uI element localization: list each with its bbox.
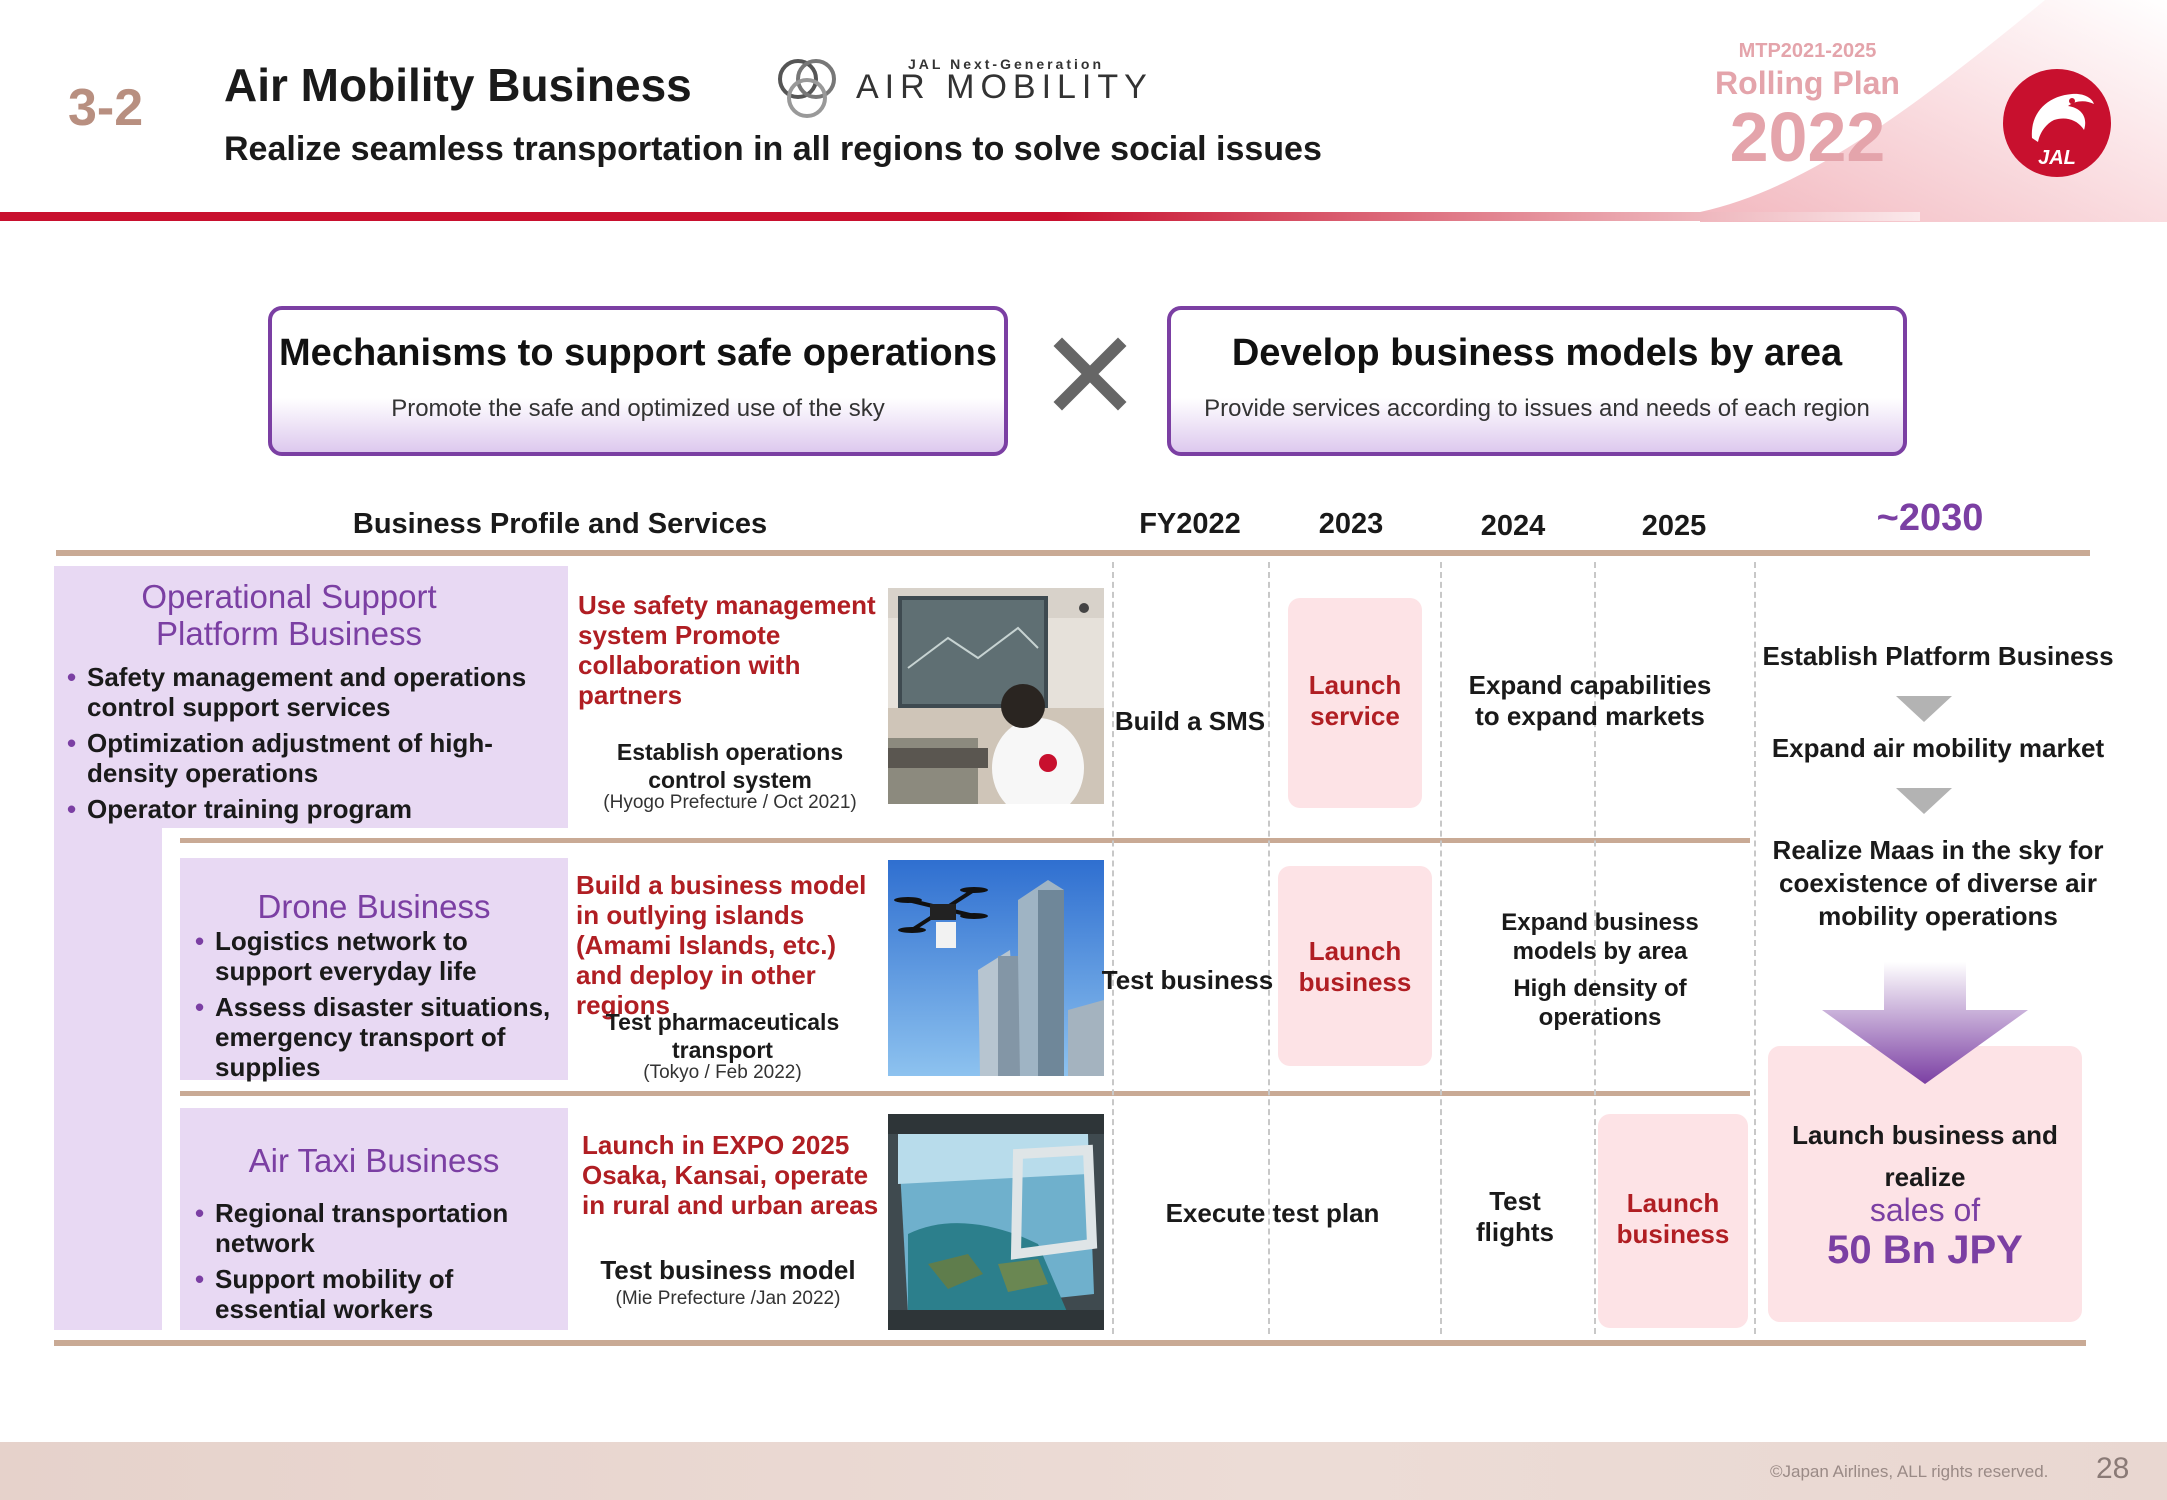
drone-2024-2025-b: High density of operations <box>1513 975 1687 1031</box>
highlight-operational: Use safety management system Promote collaboration with partners <box>578 590 876 710</box>
divider-bottom <box>54 1340 2086 1346</box>
profile-operational-support <box>54 566 568 828</box>
bullet-taxi-1: • Regional transportation network <box>215 1198 555 1258</box>
divider-row-1 <box>180 838 1750 843</box>
jal-crane-logo <box>2002 68 2112 178</box>
page-title: Air Mobility Business <box>224 59 692 111</box>
concept-safe-operations <box>268 306 1008 456</box>
jal-logo-text: JAL <box>2038 147 2076 169</box>
column-header-profile: Business Profile and Services <box>352 508 768 540</box>
drone-2023: Launch business <box>1298 936 1412 997</box>
operations-center-photo <box>888 588 1104 804</box>
mtp-period: MTP2021-2025 <box>1738 40 1877 62</box>
copyright: ©Japan Airlines, ALL rights reserved. <box>1770 1462 2049 1481</box>
final-goal-sales: 50 Bn JPY <box>1827 1228 2023 1272</box>
taxi-fy2022-2023: Execute test plan <box>1165 1198 1380 1228</box>
bullet-ops-1: • Safety management and operations control support services <box>87 662 547 722</box>
logo-tagline: JAL Next-Generation <box>908 56 1104 72</box>
final-goal-line2: sales of <box>1869 1192 1981 1228</box>
divider-top <box>56 550 2090 556</box>
concept-right-subtitle: Provide services according to issues and needs of each region <box>1204 395 1870 422</box>
column-separator <box>1112 562 1114 1334</box>
down-arrow-icon <box>1896 788 1952 814</box>
multiply-icon <box>1050 334 1130 414</box>
drone-fy2022: Test business <box>1101 965 1274 995</box>
down-arrow-icon <box>1896 696 1952 722</box>
ops-2023: Launch service <box>1308 670 1402 731</box>
taxi-2024: Test flights <box>1476 1186 1554 1247</box>
bullet-drone-2: • Assess disaster situations, emergency transport of supplies <box>215 992 565 1082</box>
air-taxi-helicopter-photo <box>888 1114 1104 1330</box>
column-header-fy2022: FY2022 <box>1139 508 1241 540</box>
air-mobility-logo-icon <box>772 54 842 124</box>
business-name-drone: Drone Business <box>257 888 491 925</box>
mtp-label: Rolling Plan <box>1715 65 1900 101</box>
big-down-arrow-icon <box>1820 962 2030 1084</box>
bullet-taxi-2: • Support mobility of essential workers <box>215 1264 565 1324</box>
divider-row-2 <box>180 1091 1750 1096</box>
drone-delivery-photo <box>888 860 1104 1076</box>
column-separator <box>1440 562 1442 1334</box>
location-air-taxi: (Mie Prefecture /Jan 2022) <box>615 1288 841 1309</box>
profile-drone <box>180 858 568 1080</box>
final-goal-line1: Launch business and realize <box>1792 1120 2058 1192</box>
logo-wordmark: AIR MOBILITY <box>856 68 1153 106</box>
profile-air-taxi <box>180 1108 568 1330</box>
example-air-taxi: Test business model <box>600 1255 856 1285</box>
highlight-drone: Build a business model in outlying islands (Amami Islands, etc.) and deploy in other regions <box>576 870 867 1020</box>
bullet-ops-2: • Optimization adjustment of high-density operations <box>87 728 507 788</box>
concept-business-models <box>1167 306 1907 456</box>
section-number: 3-2 <box>68 79 144 137</box>
mtp-badge <box>1700 40 1915 176</box>
drone-2024-2025-a: Expand business models by area <box>1501 909 1699 965</box>
concept-right-title: Develop business models by area <box>1231 332 1843 374</box>
bullet-drone-1: • Logistics network to support everyday life <box>215 926 565 986</box>
goal-step-2: Expand air mobility market <box>1771 733 2105 763</box>
location-drone: (Tokyo / Feb 2022) <box>643 1062 802 1083</box>
column-header-2023: 2023 <box>1318 508 1384 540</box>
concept-left-subtitle: Promote the safe and optimized use of the sky <box>391 395 885 422</box>
goal-step-1: Establish Platform Business <box>1762 641 2114 671</box>
bullet-ops-3: • Operator training program <box>87 794 547 824</box>
mtp-year: 2022 <box>1729 98 1886 176</box>
location-operational: (Hyogo Prefecture / Oct 2021) <box>603 792 857 813</box>
taxi-2025: Launch business <box>1616 1188 1730 1249</box>
example-operational: Establish operations control system <box>616 739 844 793</box>
business-name-air-taxi: Air Taxi Business <box>248 1142 500 1179</box>
column-separator <box>1754 562 1756 1334</box>
column-header-2024: 2024 <box>1480 510 1546 542</box>
column-header-2025: 2025 <box>1641 510 1707 542</box>
ops-fy2022: Build a SMS <box>1114 706 1266 736</box>
concept-left-title: Mechanisms to support safe operations <box>279 332 997 374</box>
example-drone: Test pharmaceuticals transport <box>605 1009 840 1063</box>
highlight-air-taxi: Launch in EXPO 2025 Osaka, Kansai, operate in rural and urban areas <box>582 1130 879 1220</box>
business-name-operational: Operational Support Platform Business <box>141 578 437 652</box>
page-subtitle: Realize seamless transportation in all regions to solve social issues <box>224 130 1322 168</box>
column-header-2030: ~2030 <box>1876 497 1984 539</box>
goal-step-3: Realize Maas in the sky for coexistence of diverse air mobility operations <box>1772 835 2104 931</box>
ops-2024-2025: Expand capabilities to expand markets <box>1468 670 1712 731</box>
page-number: 28 <box>2096 1452 2130 1485</box>
